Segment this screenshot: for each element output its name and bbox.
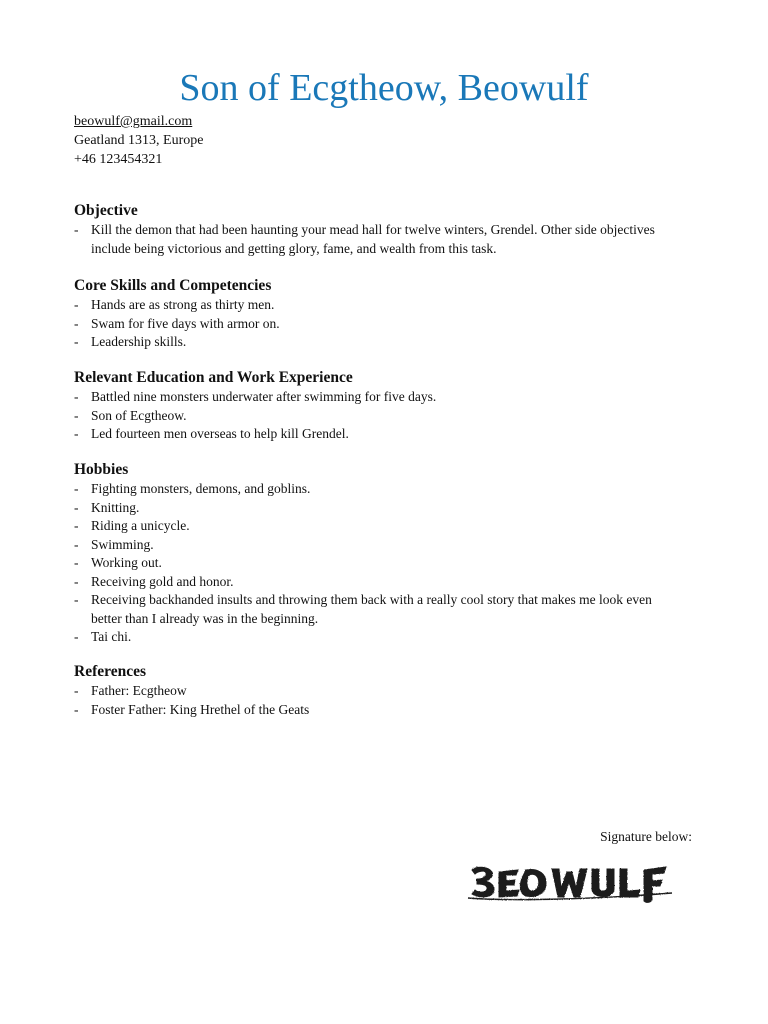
list-item: - Receiving gold and honor. bbox=[74, 573, 234, 589]
section-heading: Hobbies bbox=[74, 461, 129, 478]
list-item: - Son of Ecgtheow. bbox=[74, 407, 187, 423]
list-item: - Working out. bbox=[74, 555, 162, 570]
list-item: - Tai chi. bbox=[74, 629, 132, 644]
phone-text: +46 123454321 bbox=[74, 152, 163, 167]
section-education-work bbox=[74, 368, 684, 444]
signature-svg bbox=[466, 860, 676, 904]
list-item: - Swimming. bbox=[74, 536, 154, 552]
signature-image bbox=[466, 860, 676, 909]
address-text: Geatland 1313, Europe bbox=[74, 133, 204, 148]
signature-label: Signature below: bbox=[600, 829, 692, 844]
list-item: - Kill the demon that had been haunting your mead hall for twelve winters, Grendel. Other side objectives include being victorious and getting glory, fame, and wealth from this task. bbox=[74, 222, 655, 256]
page-title: Son of Ecgtheow, Beowulf bbox=[179, 67, 589, 109]
list-item: - Hands are as strong as thirty men. bbox=[74, 297, 275, 312]
section-objective bbox=[74, 201, 684, 258]
list-item: - Battled nine monsters underwater after swimming for five days. bbox=[74, 389, 437, 404]
list-item: - Knitting. bbox=[74, 499, 140, 515]
contact-block bbox=[74, 112, 203, 169]
list-item: - Fighting monsters, demons, and goblins. bbox=[74, 481, 311, 496]
email-link[interactable]: beowulf@gmail.com bbox=[74, 114, 193, 129]
section-list bbox=[74, 388, 684, 444]
list-item: - Leadership skills. bbox=[74, 334, 187, 349]
list-item: - Led fourteen men overseas to help kill Grendel. bbox=[74, 426, 349, 441]
list-item: - Riding a unicycle. bbox=[74, 518, 190, 533]
section-list bbox=[74, 480, 684, 647]
list-item: - Swam for five days with armor on. bbox=[74, 315, 280, 331]
section-core-skills bbox=[74, 276, 684, 352]
list-item: - Father: Ecgtheow bbox=[74, 683, 187, 698]
section-heading: References bbox=[74, 663, 147, 680]
section-references bbox=[74, 662, 684, 719]
section-hobbies bbox=[74, 460, 684, 647]
section-list bbox=[74, 296, 684, 352]
section-heading: Core Skills and Competencies bbox=[74, 277, 272, 294]
section-list bbox=[74, 682, 684, 719]
section-list bbox=[74, 221, 684, 258]
list-item: - Foster Father: King Hrethel of the Geats bbox=[74, 701, 310, 717]
section-heading: Objective bbox=[74, 202, 138, 219]
section-heading: Relevant Education and Work Experience bbox=[74, 369, 353, 386]
list-item: - Receiving backhanded insults and throwing them back with a really cool story that makes me look even better than I already was in the beginning. bbox=[74, 592, 652, 626]
